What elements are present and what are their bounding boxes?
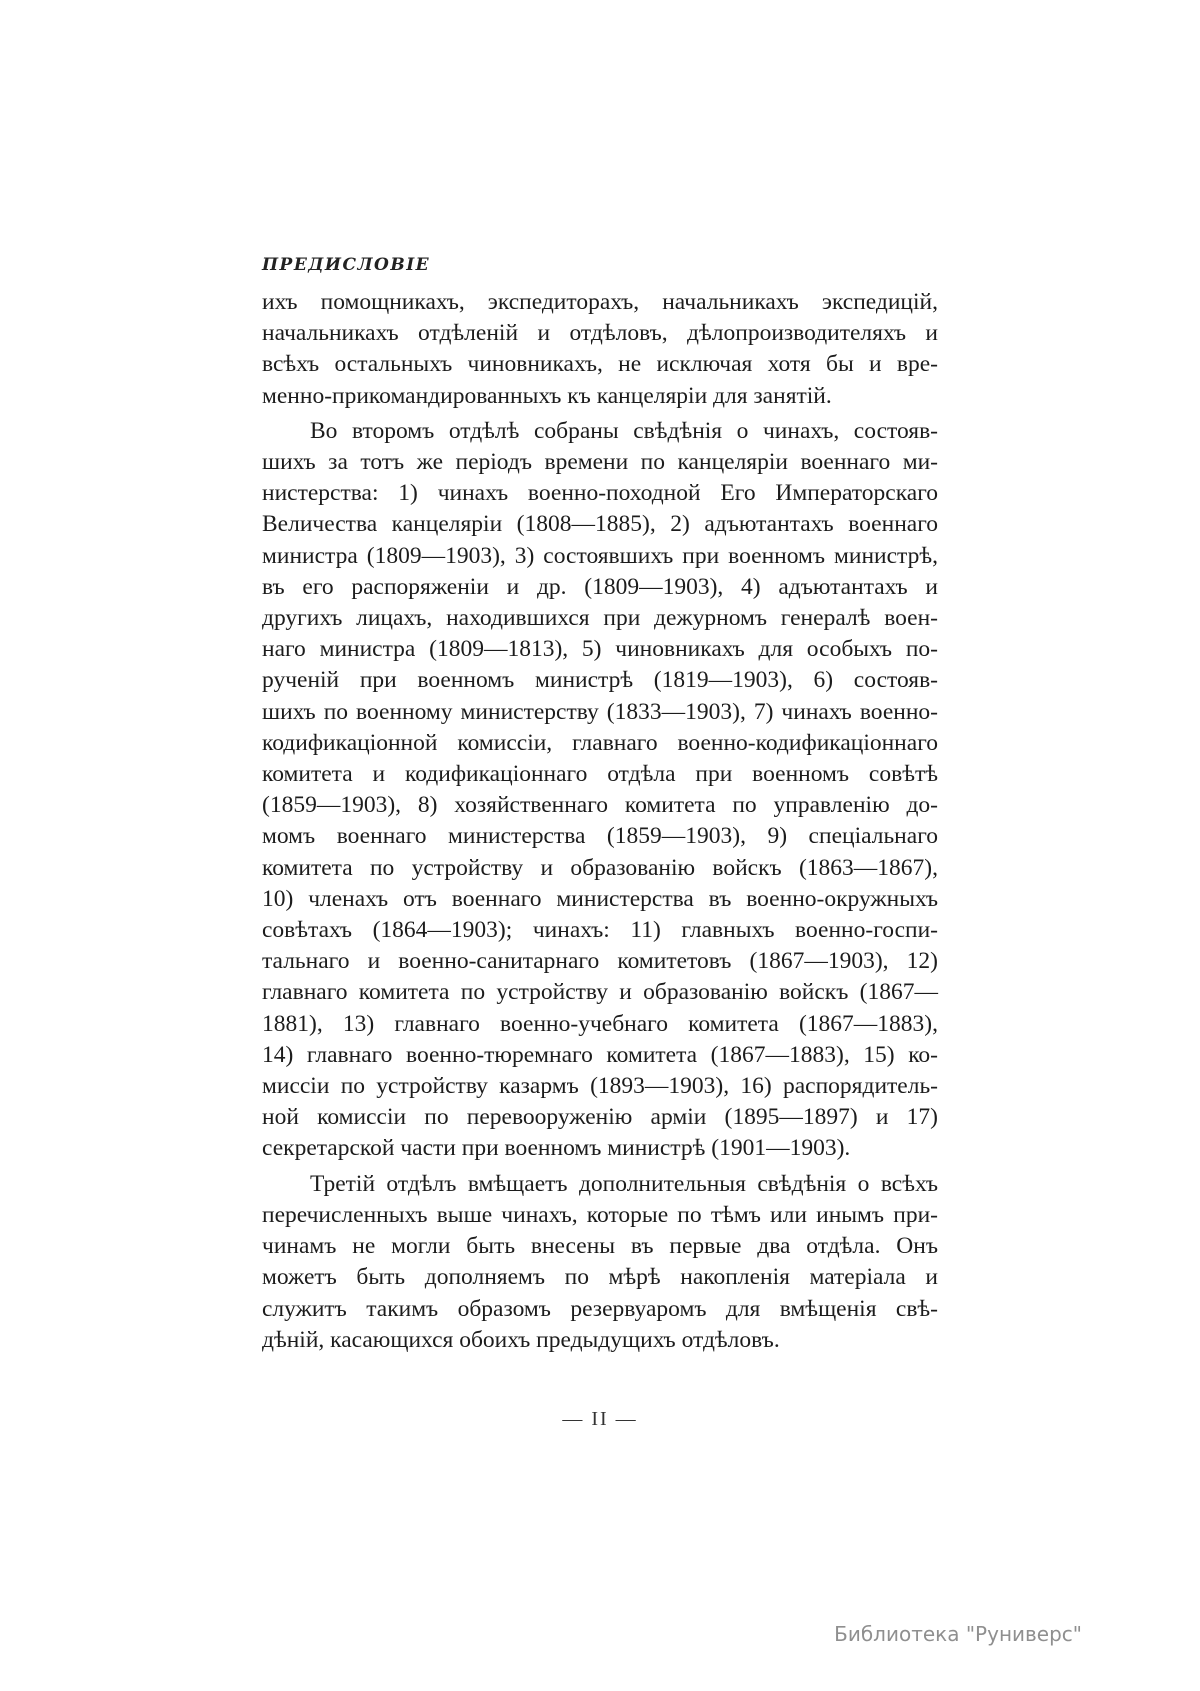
text-line: служитъ такимъ образомъ резервуаромъ для вмѣщенія свѣ- (262, 1295, 938, 1322)
text-line: перечисленныхъ выше чинахъ, которые по тѣмъ или инымъ при- (262, 1201, 938, 1228)
text-line: миссіи по устройству казармъ (1893—1903), 16) распорядитель- (262, 1073, 938, 1100)
running-header: ПРЕДИСЛОВІЕ (262, 255, 431, 275)
text-line: ной комиссіи по перевооруженію арміи (1895—1897) и 17) (262, 1104, 938, 1131)
paragraph (262, 287, 938, 412)
paragraph (262, 416, 938, 1165)
paragraph (262, 1169, 938, 1356)
text-line: 1881), 13) главнаго военно-учебнаго комитета (1867—1883), (262, 1010, 938, 1037)
text-line: (1859—1903), 8) хозяйственнаго комитета по управленію до- (262, 792, 938, 819)
text-line: наго министра (1809—1813), 5) чиновникахъ для особыхъ по- (262, 636, 938, 663)
text-line: шихъ по военному министерству (1833—1903), 7) чинахъ военно- (262, 698, 938, 725)
text-line: чинамъ не могли быть внесены въ первые два отдѣла. Онъ (262, 1233, 938, 1260)
text-line: въ его распоряженіи и др. (1809—1903), 4) адъютантахъ и (262, 573, 938, 600)
text-line: главнаго комитета по устройству и образованію войскъ (1867— (262, 979, 938, 1006)
text-line: Величества канцеляріи (1808—1885), 2) адъютантахъ военнаго (262, 511, 938, 538)
watermark: Библиотека "Руниверс" (834, 1622, 1082, 1646)
text-line: Во второмъ отдѣлѣ собраны свѣдѣнія о чинахъ, состояв- (310, 417, 938, 444)
page-number: — II — (562, 1408, 638, 1430)
text-line: комитета по устройству и образованію войскъ (1863—1867), (262, 854, 938, 881)
text-line: кодификаціонной комиссіи, главнаго военно-кодификаціоннаго (262, 729, 938, 756)
text-line: тальнаго и военно-санитарнаго комитетовъ (1867—1903), 12) (262, 948, 938, 975)
text-line: можетъ быть дополняемъ по мѣрѣ накопленія матеріала и (262, 1264, 938, 1291)
text-line: менно-прикомандированныхъ къ канцеляріи для занятій. (262, 382, 832, 409)
body-text (262, 287, 938, 1356)
text-line: момъ военнаго министерства (1859—1903), 9) спеціальнаго (262, 823, 938, 850)
text-line: рученій при военномъ министрѣ (1819—1903), 6) состояв- (262, 667, 938, 694)
text-line: Третій отдѣлъ вмѣщаетъ дополнительныя свѣдѣнія о всѣхъ (310, 1170, 938, 1197)
text-line: министра (1809—1903), 3) состоявшихъ при военномъ министрѣ, (262, 542, 938, 569)
text-line: шихъ за тотъ же періодъ времени по канцеляріи военнаго ми- (262, 449, 938, 476)
text-line: ихъ помощникахъ, экспедиторахъ, начальникахъ экспедицій, (262, 289, 938, 315)
text-line: 14) главнаго военно-тюремнаго комитета (1867—1883), 15) ко- (262, 1041, 938, 1068)
text-line: другихъ лицахъ, находившихся при дежурномъ генералѣ воен- (262, 605, 938, 632)
text-line: совѣтахъ (1864—1903); чинахъ: 11) главныхъ военно-госпи- (262, 917, 938, 944)
text-line: комитета и кодификаціоннаго отдѣла при военномъ совѣтѣ (262, 761, 938, 788)
text-line: дѣній, касающихся обоихъ предыдущихъ отдѣловъ. (262, 1326, 780, 1353)
text-line: всѣхъ остальныхъ чиновникахъ, не исключая хотя бы и вре- (262, 351, 938, 378)
text-line: нистерства: 1) чинахъ военно-походной Его Императорскаго (262, 480, 938, 507)
text-line: начальникахъ отдѣленій и отдѣловъ, дѣлопроизводителяхъ и (262, 320, 938, 347)
text-line: 10) членахъ отъ военнаго министерства въ военно-окружныхъ (262, 885, 938, 912)
text-line: секретарской части при военномъ министрѣ (1901—1903). (262, 1135, 851, 1162)
